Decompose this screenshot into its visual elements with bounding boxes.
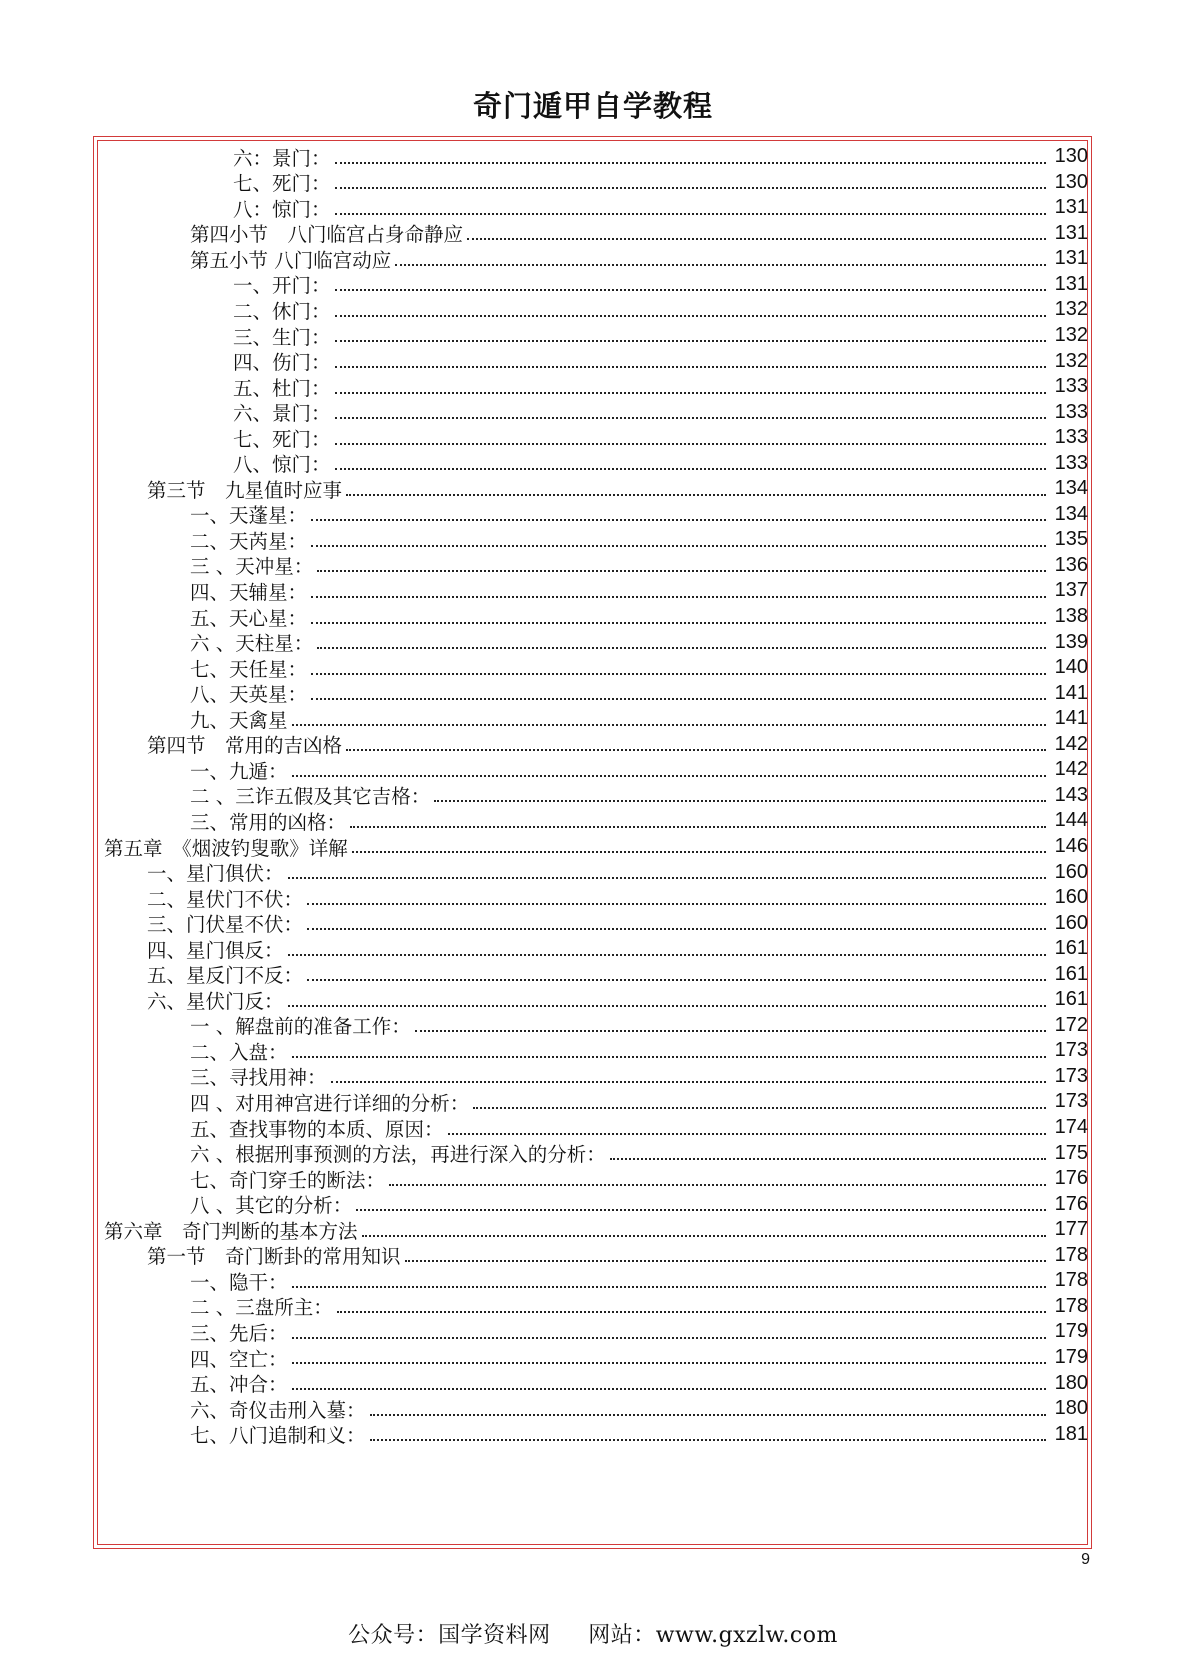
toc-entry[interactable] (0, 1165, 1186, 1192)
toc-dot-leader (311, 622, 1046, 624)
toc-entry-title: 二、星伏门不伏： (147, 887, 304, 911)
toc-entry-title: 七、死门： (233, 427, 331, 451)
toc-dot-leader (288, 1005, 1046, 1007)
toc-entry-page: 178 (1054, 1243, 1088, 1266)
toc-dot-leader (389, 1184, 1046, 1186)
toc-entry-title: 五、天心星： (190, 606, 308, 630)
toc-entry-title: 六 、根据刑事预测的方法，再进行深入的分析： (190, 1143, 606, 1167)
toc-entry[interactable] (0, 220, 1186, 247)
toc-entry-title: 第三节 九星值时应事 (147, 478, 343, 502)
toc-entry[interactable] (0, 858, 1186, 885)
toc-dot-leader (346, 749, 1046, 751)
toc-entry[interactable] (0, 756, 1186, 783)
toc-entry-title: 三、门伏星不伏： (147, 913, 304, 937)
toc-dot-leader (292, 724, 1046, 726)
toc-entry-title: 第五章 《烟波钓叟歌》详解 (104, 836, 348, 860)
toc-entry-title: 二、入盘： (190, 1040, 288, 1064)
toc-entry[interactable] (0, 1267, 1186, 1294)
toc-entry[interactable] (0, 399, 1186, 426)
toc-entry-page: 176 (1054, 1167, 1088, 1190)
toc-entry-title: 一、开门： (233, 274, 331, 298)
toc-entry-title: 第四小节 八门临宫占身命静应 (190, 223, 464, 247)
toc-entry-page: 160 (1054, 860, 1088, 883)
toc-dot-leader (335, 213, 1046, 215)
toc-entry-page: 136 (1054, 553, 1088, 576)
toc-dot-leader (311, 545, 1046, 547)
toc-entry[interactable] (0, 628, 1186, 655)
toc-entry-title: 二、天芮星： (190, 529, 308, 553)
toc-entry[interactable] (0, 322, 1186, 349)
toc-entry-page: 172 (1054, 1013, 1088, 1036)
toc-entry-title: 三、寻找用神： (190, 1066, 327, 1090)
toc-entry-title: 一、星门俱伏： (147, 862, 284, 886)
toc-entry-page: 179 (1054, 1345, 1088, 1368)
toc-entry-page: 180 (1054, 1397, 1088, 1420)
toc-dot-leader (473, 1107, 1046, 1109)
toc-entry-page: 141 (1054, 681, 1088, 704)
toc-dot-leader (335, 340, 1046, 342)
toc-dot-leader (352, 851, 1046, 853)
toc-dot-leader (370, 1414, 1046, 1416)
toc-entry-page: 173 (1054, 1064, 1088, 1087)
toc-entry-page: 134 (1054, 477, 1088, 500)
toc-entry-title: 六、星伏门反： (147, 989, 284, 1013)
toc-entry[interactable] (0, 501, 1186, 528)
toc-entry-page: 179 (1054, 1320, 1088, 1343)
toc-entry[interactable] (0, 1344, 1186, 1371)
toc-entry-page: 134 (1054, 502, 1088, 525)
toc-dot-leader (370, 1439, 1046, 1441)
toc-dot-leader (288, 954, 1046, 956)
toc-entry-page: 142 (1054, 732, 1088, 755)
toc-dot-leader (356, 1209, 1046, 1211)
toc-entry-page: 133 (1054, 400, 1088, 423)
toc-entry[interactable] (0, 245, 1186, 272)
toc-entry-page: 160 (1054, 886, 1088, 909)
toc-entry-title: 七、奇门穿壬的断法： (190, 1168, 386, 1192)
toc-entry-page: 181 (1054, 1422, 1088, 1445)
toc-entry[interactable] (0, 1395, 1186, 1422)
toc-entry-page: 133 (1054, 375, 1088, 398)
toc-entry[interactable] (0, 1063, 1186, 1090)
toc-entry-title: 二、休门： (233, 299, 331, 323)
toc-entry[interactable] (0, 961, 1186, 988)
footer-wechat: 公众号：国学资料网 (348, 1623, 551, 1648)
toc-entry-title: 第一节 奇门断卦的常用知识 (147, 1245, 401, 1269)
toc-entry-page: 160 (1054, 911, 1088, 934)
toc-entry-title: 三、先后： (190, 1321, 288, 1345)
toc-dot-leader (337, 1311, 1046, 1313)
toc-dot-leader (335, 417, 1046, 419)
toc-entry[interactable] (0, 705, 1186, 732)
toc-dot-leader (317, 647, 1046, 649)
toc-entry-page: 133 (1054, 426, 1088, 449)
toc-dot-leader (331, 1081, 1046, 1083)
toc-dot-leader (335, 315, 1046, 317)
footer (0, 1618, 1186, 1649)
toc-entry[interactable] (0, 1216, 1186, 1243)
toc-entry[interactable] (0, 475, 1186, 502)
toc-dot-leader (292, 775, 1046, 777)
toc-entry-page: 176 (1054, 1192, 1088, 1215)
toc-entry-title: 四 、对用神宫进行详细的分析： (190, 1092, 470, 1115)
toc-entry[interactable] (0, 1114, 1186, 1141)
toc-entry-title: 六 、天柱星： (190, 632, 314, 656)
toc-entry[interactable] (0, 1088, 1186, 1115)
toc-dot-leader (335, 289, 1046, 291)
toc-dot-leader (415, 1030, 1046, 1032)
toc-entry[interactable] (0, 1421, 1186, 1448)
toc-entry-page: 137 (1054, 579, 1088, 602)
toc-entry-title: 二 、三盘所主： (190, 1296, 333, 1320)
toc-entry[interactable] (0, 986, 1186, 1013)
toc-dot-leader (311, 519, 1046, 521)
toc-entry[interactable] (0, 680, 1186, 707)
toc-entry-title: 八：惊门： (233, 197, 331, 221)
toc-entry-page: 161 (1054, 988, 1088, 1011)
toc-entry-title: 四、空亡： (190, 1347, 288, 1371)
toc-dot-leader (610, 1158, 1046, 1160)
toc-entry-title: 七、八门追制和义： (190, 1424, 366, 1448)
toc-entry-page: 131 (1054, 196, 1088, 219)
toc-dot-leader (335, 443, 1046, 445)
toc-entry[interactable] (0, 1293, 1186, 1320)
toc-dot-leader (307, 928, 1046, 930)
toc-entry-page: 143 (1054, 783, 1088, 806)
toc-entry-title: 第五小节 八门临宫动应 (190, 248, 392, 272)
toc-entry-title: 三、常用的凶格： (190, 810, 347, 834)
toc-entry[interactable] (0, 731, 1186, 758)
toc-entry-title: 九、天禽星 (190, 708, 288, 732)
toc-entry-title: 三 、天冲星： (190, 555, 314, 579)
toc-dot-leader (335, 187, 1046, 189)
toc-entry-title: 七、死门： (233, 172, 331, 196)
toc-entry[interactable] (0, 271, 1186, 298)
toc-entry[interactable] (0, 1012, 1186, 1039)
toc-entry-title: 第六章 奇门判断的基本方法 (104, 1219, 358, 1243)
toc-entry-title: 四、天辅星： (190, 581, 308, 604)
toc-dot-leader (346, 494, 1046, 496)
toc-entry-page: 177 (1054, 1218, 1088, 1241)
toc-dot-leader (395, 264, 1046, 266)
toc-dot-leader (317, 570, 1046, 572)
toc-entry-page: 135 (1054, 528, 1088, 551)
footer-website[interactable]: 网站：www.gxzlw.com (588, 1623, 838, 1648)
toc-entry-title: 八 、其它的分析： (190, 1194, 353, 1218)
toc-entry-page: 130 (1054, 145, 1088, 168)
toc-entry-title: 五、冲合： (190, 1373, 288, 1397)
toc-dot-leader (311, 698, 1046, 700)
toc-entry-page: 132 (1054, 349, 1088, 372)
toc-entry-title: 五、查找事物的本质、原因： (190, 1117, 444, 1141)
toc-entry[interactable] (0, 910, 1186, 937)
toc-entry[interactable] (0, 424, 1186, 451)
toc-entry-title: 四、伤门： (233, 351, 331, 375)
toc-entry-title: 六：景门： (233, 146, 331, 170)
toc-entry-title: 五、星反门不反： (147, 964, 304, 988)
toc-entry-title: 八、惊门： (233, 453, 331, 477)
toc-entry-page: 131 (1054, 272, 1088, 295)
toc-entry-title: 一、九遁： (190, 759, 288, 783)
toc-entry-page: 131 (1054, 247, 1088, 270)
toc-entry[interactable] (0, 935, 1186, 962)
toc-entry-title: 一、天蓬星： (190, 504, 308, 528)
toc-dot-leader (292, 1056, 1046, 1058)
toc-entry[interactable] (0, 552, 1186, 579)
toc-entry-title: 五、杜门： (233, 376, 331, 400)
toc-entry[interactable] (0, 347, 1186, 374)
toc-entry[interactable] (0, 833, 1186, 860)
toc-entry[interactable] (0, 1369, 1186, 1396)
toc-entry[interactable] (0, 1037, 1186, 1064)
toc-dot-leader (292, 1337, 1046, 1339)
toc-entry[interactable] (0, 782, 1186, 809)
toc-entry[interactable] (0, 654, 1186, 681)
toc-entry-page: 140 (1054, 656, 1088, 679)
toc-dot-leader (448, 1133, 1046, 1135)
toc-dot-leader (434, 800, 1046, 802)
toc-entry-title: 四、星门俱反： (147, 938, 284, 962)
toc-dot-leader (307, 979, 1046, 981)
toc-entry-page: 146 (1054, 834, 1088, 857)
toc-entry[interactable] (0, 1191, 1186, 1218)
toc-dot-leader (311, 596, 1046, 598)
toc-dot-leader (288, 877, 1046, 879)
toc-entry-page: 141 (1054, 707, 1088, 730)
toc-dot-leader (311, 673, 1046, 675)
toc-entry-page: 139 (1054, 630, 1088, 653)
toc-entry-page: 132 (1054, 298, 1088, 321)
toc-entry-page: 161 (1054, 962, 1088, 985)
toc-entry-page: 173 (1054, 1039, 1088, 1062)
toc-entry[interactable] (0, 373, 1186, 400)
toc-entry-page: 138 (1054, 605, 1088, 628)
toc-entry[interactable] (0, 1139, 1186, 1166)
toc-dot-leader (292, 1388, 1046, 1390)
toc-entry-title: 一、隐干： (190, 1270, 288, 1294)
page-number: 9 (1081, 1551, 1090, 1568)
toc-dot-leader (335, 392, 1046, 394)
toc-dot-leader (350, 826, 1046, 828)
toc-entry[interactable] (0, 1242, 1186, 1269)
toc-entry-title: 八、天英星： (190, 683, 308, 707)
toc-entry[interactable] (0, 1318, 1186, 1345)
toc-entry-page: 133 (1054, 451, 1088, 474)
toc-entry[interactable] (0, 194, 1186, 221)
toc-entry-page: 132 (1054, 323, 1088, 346)
toc-entry-title: 六、奇仪击刑入墓： (190, 1398, 366, 1422)
toc-entry[interactable] (0, 577, 1186, 604)
toc-dot-leader (292, 1286, 1046, 1288)
toc-entry[interactable] (0, 143, 1186, 170)
toc-entry-title: 三、生门： (233, 325, 331, 349)
document-title: 奇门遁甲自学教程 (472, 89, 713, 123)
toc-entry-page: 180 (1054, 1371, 1088, 1394)
toc-dot-leader (335, 468, 1046, 470)
toc-entry[interactable] (0, 169, 1186, 196)
toc-entry-page: 178 (1054, 1269, 1088, 1292)
toc-entry[interactable] (0, 603, 1186, 630)
toc-dot-leader (292, 1362, 1046, 1364)
toc-entry-page: 173 (1054, 1090, 1088, 1113)
toc-entry[interactable] (0, 884, 1186, 911)
toc-entry-page: 175 (1054, 1141, 1088, 1164)
toc-dot-leader (405, 1260, 1046, 1262)
toc-dot-leader (307, 903, 1046, 905)
toc-entry-page: 178 (1054, 1294, 1088, 1317)
toc-entry[interactable] (0, 807, 1186, 834)
toc-entry[interactable] (0, 296, 1186, 323)
toc-dot-leader (335, 366, 1046, 368)
toc-entry-page: 131 (1054, 221, 1088, 244)
toc-entry[interactable] (0, 450, 1186, 477)
toc-entry-page: 161 (1054, 937, 1088, 960)
toc-entry-title: 二 、三诈五假及其它吉格： (190, 785, 431, 809)
toc-entry-title: 七、天任星： (190, 657, 308, 681)
toc-dot-leader (362, 1235, 1046, 1237)
toc-entry-page: 144 (1054, 809, 1088, 832)
toc-entry-title: 六、景门： (233, 402, 331, 426)
toc-entry[interactable] (0, 526, 1186, 553)
toc-entry-title: 第四节 常用的吉凶格 (147, 734, 343, 758)
toc-dot-leader (335, 162, 1046, 164)
toc-dot-leader (467, 238, 1046, 240)
toc-entry-page: 174 (1054, 1116, 1088, 1139)
toc-entry-title: 一 、解盘前的准备工作： (190, 1015, 411, 1039)
toc-entry-page: 130 (1054, 170, 1088, 193)
toc-entry-page: 142 (1054, 758, 1088, 781)
